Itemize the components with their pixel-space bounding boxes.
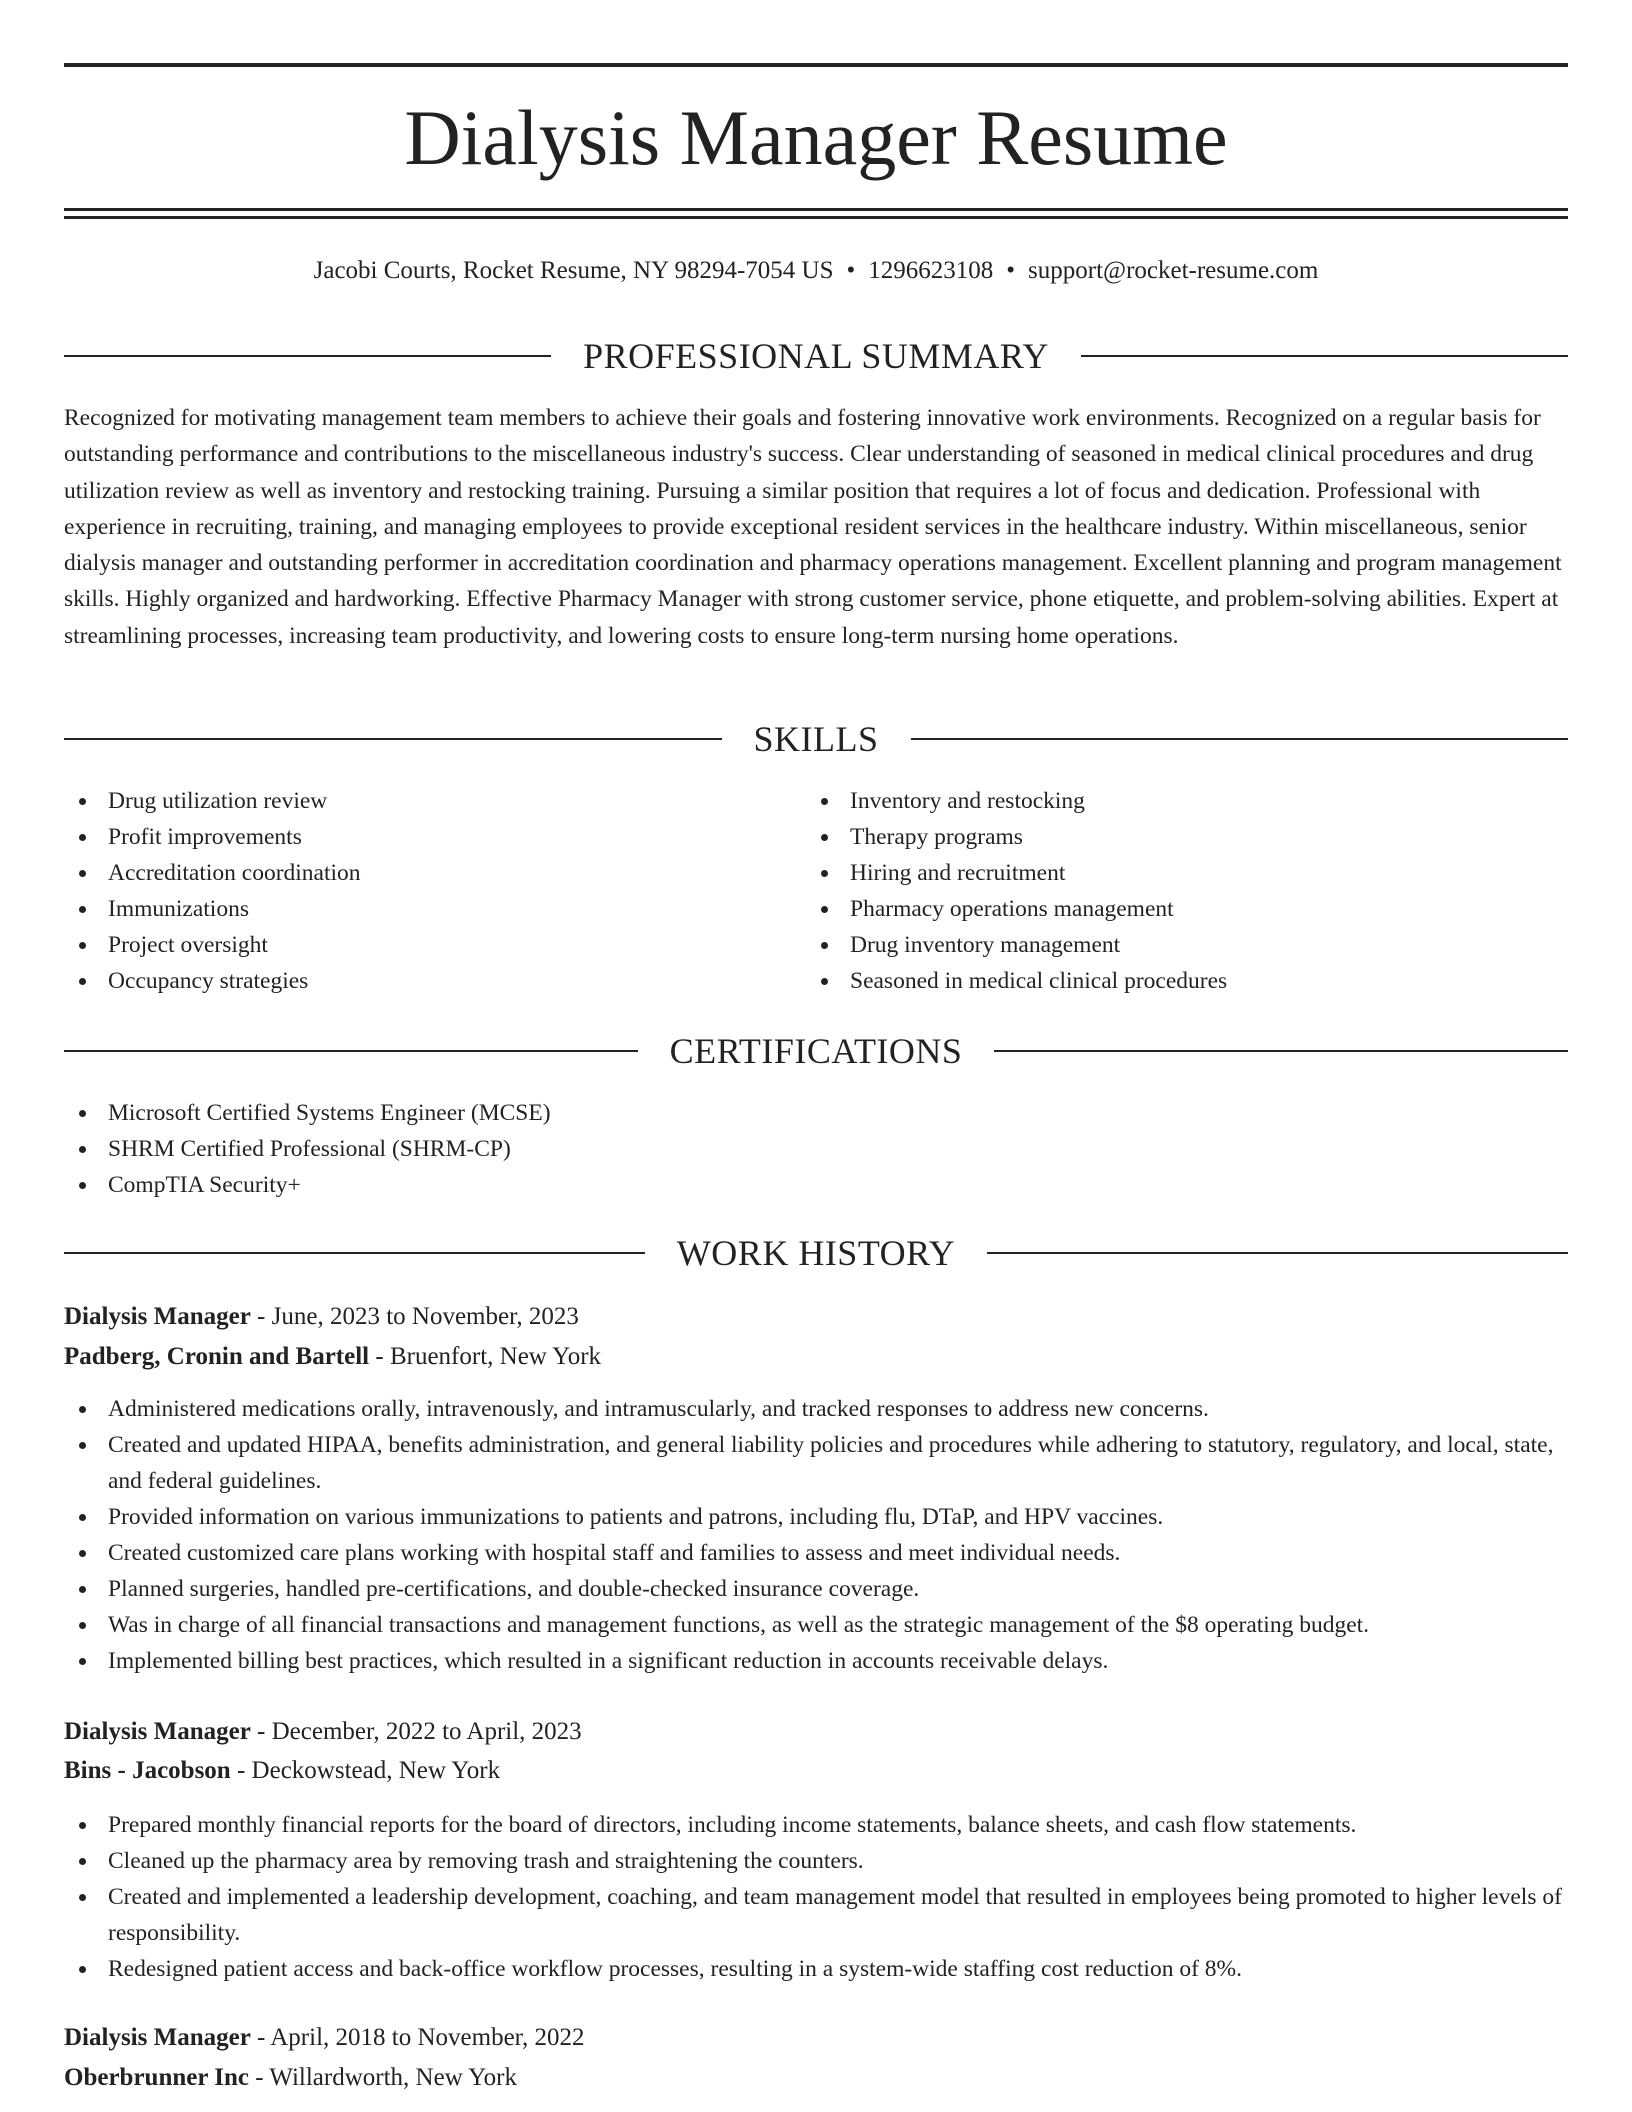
job-dates: June, 2023 to November, 2023 xyxy=(271,1303,579,1330)
heading-rule xyxy=(64,1050,638,1052)
section-heading-summary xyxy=(64,334,1568,378)
certification-item xyxy=(64,1131,1568,1167)
skill-item xyxy=(64,927,804,963)
bullet-dot xyxy=(79,1110,86,1117)
bullet-dot xyxy=(79,1146,86,1153)
job-company: Padberg, Cronin and Bartell xyxy=(64,1343,370,1370)
job-bullet xyxy=(64,1807,1568,1843)
job-bullet xyxy=(64,1535,1568,1571)
bullet-dot xyxy=(821,834,828,841)
skill-item xyxy=(64,783,804,819)
skill-item xyxy=(806,891,1546,927)
job-bullet-text: Administered medications orally, intravenously, and intramuscularly, and tracked responses to address new concerns. xyxy=(108,1396,1209,1422)
heading-rule xyxy=(64,355,551,357)
job-title-line: Dialysis Manager - December, 2022 to April, 2023 xyxy=(64,1718,582,1745)
skill-item-text: Inventory and restocking xyxy=(850,788,1085,814)
job-bullet-text: Created and updated HIPAA, benefits administration, and general liability policies and procedures while adhering to statutory, regulatory, and local, state, and federal guidelines. xyxy=(108,1432,1554,1494)
bullet-dot xyxy=(79,1550,86,1557)
contact-email: support@rocket-resume.com xyxy=(1028,257,1319,284)
bullet-dot xyxy=(821,906,828,913)
skills-list-right xyxy=(806,783,1546,999)
skill-item xyxy=(806,819,1546,855)
job-bullet-text: Created and implemented a leadership development, coaching, and team management model that resulted in employees being promoted to higher levels of responsibility. xyxy=(108,1884,1562,1946)
job-bullet xyxy=(64,1571,1568,1607)
job-bullet xyxy=(64,1643,1568,1679)
certification-item xyxy=(64,1095,1568,1131)
job-location: Deckowstead, New York xyxy=(251,1757,501,1784)
job-company: Bins - Jacobson xyxy=(64,1757,231,1784)
job-bullet-text: Was in charge of all financial transactions and management functions, as well as the strategic management of the $8 operating budget. xyxy=(108,1612,1370,1638)
skill-item xyxy=(64,963,804,999)
job-dates: December, 2022 to April, 2023 xyxy=(271,1718,582,1745)
section-heading-certifications xyxy=(64,1029,1568,1073)
skill-item xyxy=(806,855,1546,891)
bullet-dot xyxy=(79,1182,86,1189)
job-title: Dialysis Manager xyxy=(64,1718,251,1745)
section-title: SKILLS xyxy=(753,719,879,759)
skill-item-text: Therapy programs xyxy=(850,824,1023,850)
job-title: Dialysis Manager xyxy=(64,1303,251,1330)
job-company-line: Bins - Jacobson - Deckowstead, New York xyxy=(64,1757,501,1784)
bullet-dot xyxy=(79,1514,86,1521)
job-location: Bruenfort, New York xyxy=(389,1343,602,1370)
skill-item-text: Drug inventory management xyxy=(850,932,1121,958)
bullet-dot xyxy=(79,798,86,805)
summary-text: Recognized for motivating management team members to achieve their goals and fostering innovative work environments. Recognized on a regular basis for outstanding performance and contributions to the miscellaneous industry's success. Clear understanding of seasoned in medical clinical procedures and drug utilization review as well as inventory and restocking training. Pursuing a similar position that requires a lot of focus and dedication. Professional with experience in recruiting, training, and managing employees to provide exceptional resident services in the healthcare industry. Within miscellaneous, senior dialysis manager and outstanding performer in accreditation coordination and pharmacy operations management. Excellent planning and program management skills. Highly organized and hardworking. Effective Pharmacy Manager with strong customer service, phone etiquette, and problem-solving abilities. Expert at streamlining processes, increasing team productivity, and lowering costs to ensure long-term nursing home operations. xyxy=(64,405,1562,649)
job-bullet-text: Cleaned up the pharmacy area by removing trash and straightening the counters. xyxy=(108,1848,864,1874)
job-bullet xyxy=(64,1391,1568,1427)
section-title: PROFESSIONAL SUMMARY xyxy=(583,336,1049,376)
job-bullet xyxy=(64,1951,1568,1987)
job-bullet xyxy=(64,1499,1568,1535)
bullet-dot xyxy=(821,798,828,805)
bullet-dot xyxy=(821,942,828,949)
heading-rule xyxy=(911,738,1569,740)
skill-item-text: Immunizations xyxy=(108,896,249,922)
skill-item-text: Seasoned in medical clinical procedures xyxy=(850,968,1228,994)
skills-list-left xyxy=(64,783,804,999)
contact-line xyxy=(64,254,1568,288)
heading-rule xyxy=(64,738,722,740)
job-bullet-text: Provided information on various immunizations to patients and patrons, including flu, DTaP, and HPV vaccines. xyxy=(108,1504,1164,1530)
skill-item-text: Hiring and recruitment xyxy=(850,860,1066,886)
heading-rule xyxy=(987,1252,1568,1254)
job-bullets xyxy=(64,1391,1568,1679)
contact-phone: 1296623108 xyxy=(868,257,994,284)
skill-item xyxy=(806,927,1546,963)
job-bullet xyxy=(64,1843,1568,1879)
job-bullet-text: Planned surgeries, handled pre-certifications, and double-checked insurance coverage. xyxy=(108,1576,920,1602)
page-title: Dialysis Manager Resume xyxy=(404,94,1228,181)
section-heading-skills xyxy=(64,717,1568,761)
skill-item xyxy=(64,819,804,855)
job-bullet xyxy=(64,1879,1568,1951)
job-bullet-text: Prepared monthly financial reports for the board of directors, including income statements, balance sheets, and cash flow statements. xyxy=(108,1812,1357,1838)
bullet-dot xyxy=(79,942,86,949)
job-title: Dialysis Manager xyxy=(64,2024,251,2051)
contact-separator: • xyxy=(1006,257,1016,284)
skill-item-text: Pharmacy operations management xyxy=(850,896,1174,922)
job-dates: April, 2018 to November, 2022 xyxy=(270,2024,585,2051)
section-title: CERTIFICATIONS xyxy=(669,1031,963,1071)
bullet-dot xyxy=(79,1442,86,1449)
job-bullet-text: Created customized care plans working with hospital staff and families to assess and meet individual needs. xyxy=(108,1540,1121,1566)
bullet-dot xyxy=(821,870,828,877)
job-company-line: Padberg, Cronin and Bartell - Bruenfort, New York xyxy=(64,1343,602,1370)
skill-item-text: Profit improvements xyxy=(108,824,302,850)
skill-item-text: Drug utilization review xyxy=(108,788,328,814)
section-title: WORK HISTORY xyxy=(676,1233,956,1273)
bullet-dot xyxy=(79,1822,86,1829)
skill-item-text: Project oversight xyxy=(108,932,268,958)
bullet-dot xyxy=(79,1966,86,1973)
section-heading-work-history xyxy=(64,1231,1568,1275)
bullet-dot xyxy=(79,870,86,877)
skill-item xyxy=(64,855,804,891)
skill-item xyxy=(806,783,1546,819)
job-location: Willardworth, New York xyxy=(269,2064,517,2091)
bullet-dot xyxy=(79,1658,86,1665)
job-bullet-text: Redesigned patient access and back-office workflow processes, resulting in a system-wide staffing cost reduction of 8%. xyxy=(108,1956,1242,1982)
job-company: Oberbrunner Inc xyxy=(64,2064,249,2091)
bullet-dot xyxy=(79,1406,86,1413)
title-double-rule-lower xyxy=(64,216,1568,219)
title-double-rule-upper xyxy=(64,208,1568,211)
contact-address: Jacobi Courts, Rocket Resume, NY 98294-7054 US xyxy=(313,257,834,284)
bullet-dot xyxy=(79,1894,86,1901)
certification-item xyxy=(64,1167,1568,1203)
contact-separator: • xyxy=(846,257,856,284)
skill-item xyxy=(806,963,1546,999)
job-bullets xyxy=(64,1807,1568,1987)
job-bullet xyxy=(64,1427,1568,1499)
certification-item-text: SHRM Certified Professional (SHRM-CP) xyxy=(108,1136,511,1162)
job-title-line: Dialysis Manager - June, 2023 to November, 2023 xyxy=(64,1303,579,1330)
job-title-line: Dialysis Manager - April, 2018 to November, 2022 xyxy=(64,2024,585,2051)
heading-rule xyxy=(64,1252,645,1254)
bullet-dot xyxy=(79,978,86,985)
skill-item-text: Occupancy strategies xyxy=(108,968,309,994)
bullet-dot xyxy=(79,1622,86,1629)
job-company-line: Oberbrunner Inc - Willardworth, New York xyxy=(64,2064,517,2091)
certification-item-text: CompTIA Security+ xyxy=(108,1172,301,1198)
bullet-dot xyxy=(821,978,828,985)
job-bullet xyxy=(64,1607,1568,1643)
top-rule xyxy=(64,63,1568,67)
skill-item xyxy=(64,891,804,927)
bullet-dot xyxy=(79,1586,86,1593)
heading-rule xyxy=(1081,355,1568,357)
bullet-dot xyxy=(79,1858,86,1865)
certification-item-text: Microsoft Certified Systems Engineer (MCSE) xyxy=(108,1100,551,1126)
certifications-list xyxy=(64,1095,1568,1203)
job-bullet-text: Implemented billing best practices, which resulted in a significant reduction in accounts receivable delays. xyxy=(108,1648,1109,1674)
skill-item-text: Accreditation coordination xyxy=(108,860,361,886)
bullet-dot xyxy=(79,906,86,913)
bullet-dot xyxy=(79,834,86,841)
heading-rule xyxy=(994,1050,1568,1052)
